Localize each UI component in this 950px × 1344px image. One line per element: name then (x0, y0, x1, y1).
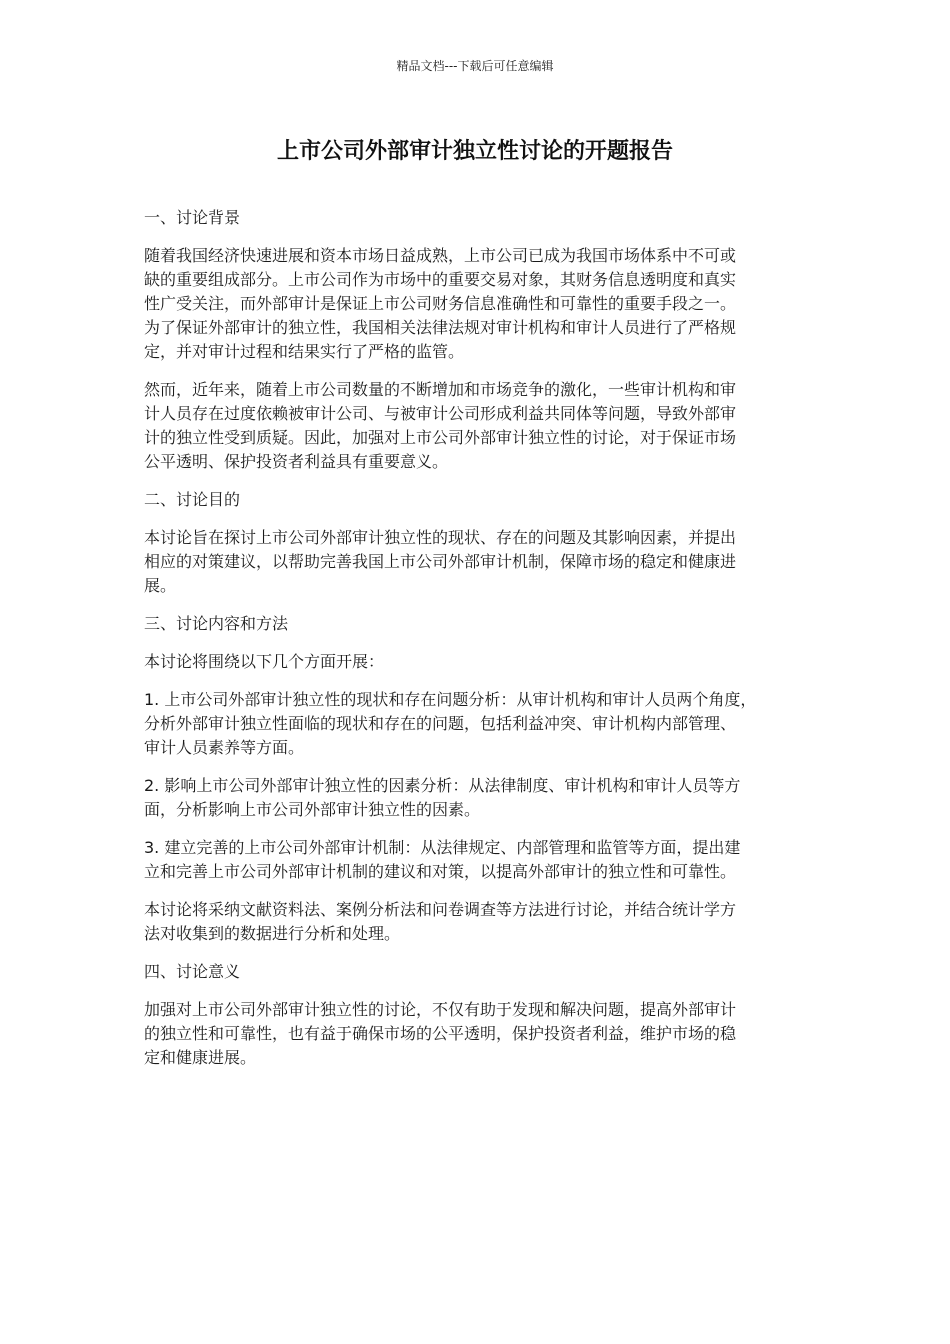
paragraph-line: 计人员存在过度依赖被审计公司、与被审计公司形成利益共同体等问题，导致外部审 (144, 404, 737, 423)
section-heading: 一、讨论背景 (144, 208, 241, 227)
paragraph-line: 定，并对审计过程和结果实行了严格的监管。 (144, 342, 465, 361)
section-heading: 三、讨论内容和方法 (144, 614, 289, 633)
document-body (144, 206, 806, 1084)
body-paragraph (144, 378, 806, 474)
paragraph-line: 1. 上市公司外部审计独立性的现状和存在问题分析：从审计机构和审计人员两个角度， (144, 690, 757, 709)
paragraph-line: 本讨论旨在探讨上市公司外部审计独立性的现状、存在的问题及其影响因素，并提出 (144, 528, 737, 547)
paragraph-line: 缺的重要组成部分。上市公司作为市场中的重要交易对象，其财务信息透明度和真实 (144, 270, 737, 289)
body-paragraph (144, 244, 806, 364)
paragraph-line: 然而，近年来，随着上市公司数量的不断增加和市场竞争的激化，一些审计机构和审 (144, 380, 737, 399)
document-title: 上市公司外部审计独立性讨论的开题报告 (276, 139, 673, 164)
section-heading: 二、讨论目的 (144, 490, 241, 509)
paragraph-line: 公平透明、保护投资者利益具有重要意义。 (144, 452, 449, 471)
body-paragraph (144, 998, 806, 1070)
paragraph-line: 2. 影响上市公司外部审计独立性的因素分析：从法律制度、审计机构和审计人员等方 (144, 776, 741, 795)
paragraph-line: 计的独立性受到质疑。因此，加强对上市公司外部审计独立性的讨论，对于保证市场 (144, 428, 737, 447)
paragraph-line: 相应的对策建议，以帮助完善我国上市公司外部审计机制，保障市场的稳定和健康进 (144, 552, 737, 571)
paragraph-line: 分析外部审计独立性面临的现状和存在的问题，包括利益冲突、审计机构内部管理、 (144, 714, 737, 733)
paragraph-line: 为了保证外部审计的独立性，我国相关法律法规对审计机构和审计人员进行了严格规 (144, 318, 737, 337)
body-paragraph (144, 836, 806, 884)
paragraph-line: 面，分析影响上市公司外部审计独立性的因素。 (144, 800, 481, 819)
paragraph-line: 加强对上市公司外部审计独立性的讨论，不仅有助于发现和解决问题，提高外部审计 (144, 1000, 737, 1019)
body-paragraph (144, 898, 806, 946)
paragraph-line: 本讨论将围绕以下几个方面开展： (144, 652, 385, 671)
body-paragraph (144, 774, 806, 822)
paragraph-line: 的独立性和可靠性，也有益于确保市场的公平透明，保护投资者利益，维护市场的稳 (144, 1024, 737, 1043)
body-paragraph (144, 526, 806, 598)
paragraph-line: 定和健康进展。 (144, 1048, 257, 1067)
body-paragraph (144, 688, 806, 760)
section-heading: 四、讨论意义 (144, 962, 241, 981)
paragraph-line: 审计人员素养等方面。 (144, 738, 305, 757)
body-paragraph (144, 650, 806, 674)
paragraph-line: 立和完善上市公司外部审计机制的建议和对策，以提高外部审计的独立性和可靠性。 (144, 862, 737, 881)
paragraph-line: 随着我国经济快速进展和资本市场日益成熟，上市公司已成为我国市场体系中不可或 (144, 246, 737, 265)
header-note: 精品文档---下载后可任意编辑 (396, 59, 554, 73)
paragraph-line: 3. 建立完善的上市公司外部审计机制：从法律规定、内部管理和监管等方面，提出建 (144, 838, 741, 857)
paragraph-line: 展。 (144, 576, 177, 595)
paragraph-line: 法对收集到的数据进行分析和处理。 (144, 924, 401, 943)
paragraph-line: 性广受关注，而外部审计是保证上市公司财务信息准确性和可靠性的重要手段之一。 (144, 294, 737, 313)
paragraph-line: 本讨论将采纳文献资料法、案例分析法和问卷调查等方法进行讨论，并结合统计学方 (144, 900, 737, 919)
